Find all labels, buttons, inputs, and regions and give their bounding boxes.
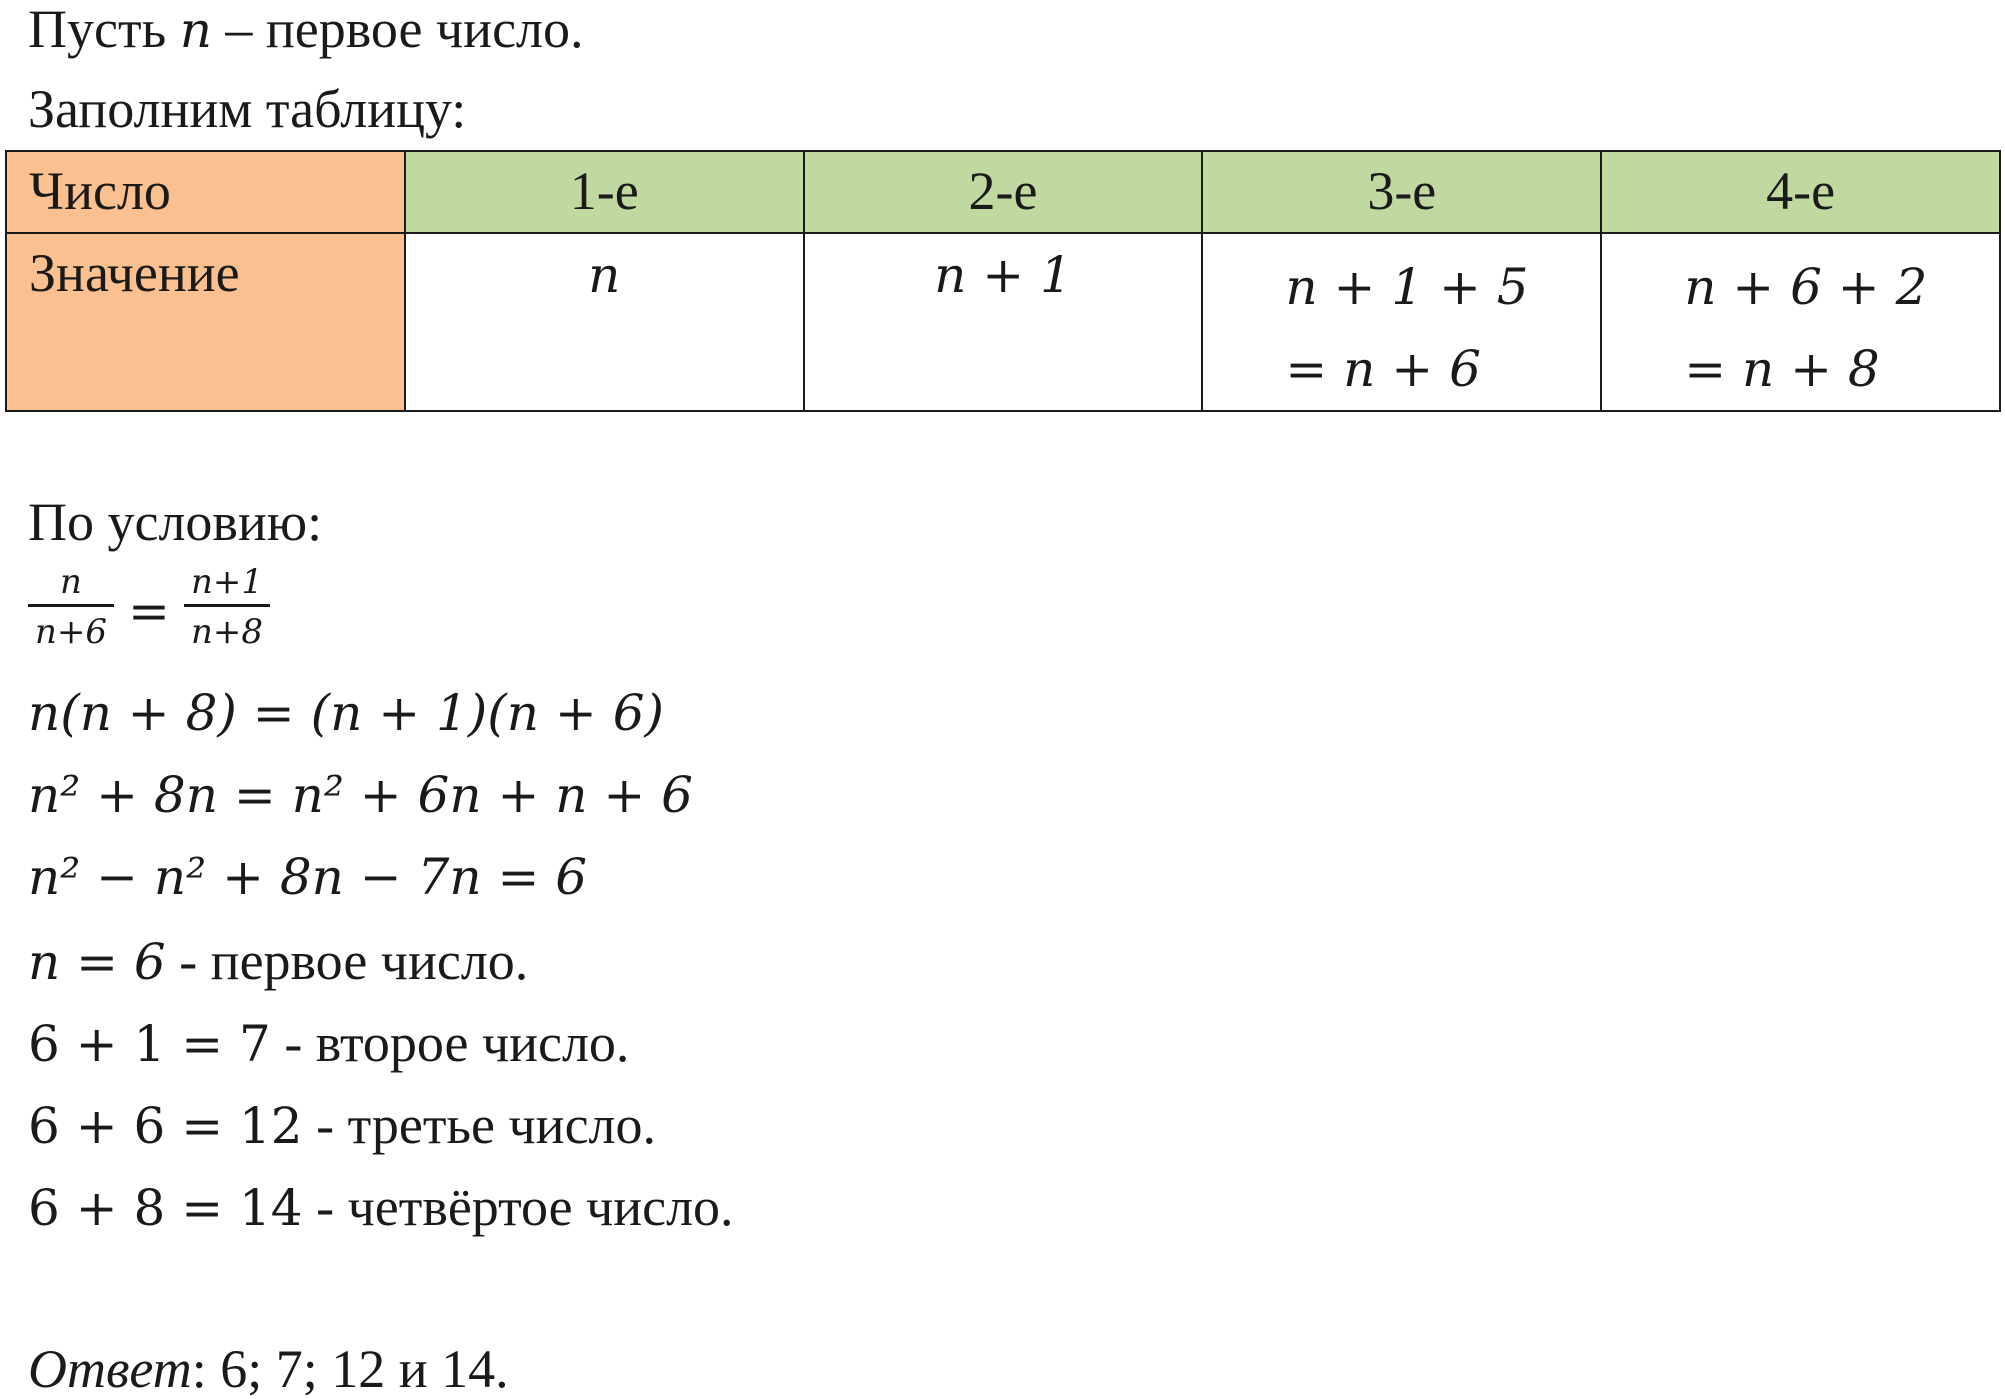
table-cell-4: n + 6 + 2 = n + 8 — [1601, 233, 2000, 411]
table-cell-2: n + 1 — [804, 233, 1203, 411]
intro-variable: n — [179, 1, 212, 59]
table-value-row — [6, 233, 2000, 411]
answer-label: Ответ — [28, 1339, 192, 1399]
answer-line — [28, 1339, 509, 1399]
intro-text-b: – первое число. — [211, 0, 584, 59]
table-header-col-3: 3-е — [1202, 151, 1601, 233]
table-cell-3: n + 1 + 5 = n + 6 — [1202, 233, 1601, 411]
step-2: n² + 8n = n² + 6n + n + 6 — [28, 766, 693, 824]
step-6: 6 + 6 = 12 - третье число. — [28, 1095, 656, 1155]
table-header-label: Число — [6, 151, 405, 233]
step-1: n(n + 8) = (n + 1)(n + 6) — [28, 684, 665, 742]
intro-line-2: Заполним таблицу: — [28, 79, 467, 139]
answer-text: : 6; 7; 12 и 14. — [191, 1339, 509, 1399]
step-5: 6 + 1 = 7 - второе число. — [28, 1013, 630, 1073]
table-header-col-1: 1-е — [405, 151, 804, 233]
step-4: n = 6 - первое число. — [28, 931, 529, 991]
fraction-equals: = — [128, 582, 170, 640]
table-header-col-2: 2-е — [804, 151, 1203, 233]
table-cell-1: n — [405, 233, 804, 411]
fraction-right: n+1 n+8 — [184, 560, 270, 651]
step-7: 6 + 8 = 14 - четвёртое число. — [28, 1177, 734, 1237]
solution-heading: По условию: — [28, 492, 323, 552]
values-table — [5, 150, 2001, 412]
intro-text-a: Пусть — [28, 0, 180, 59]
table-header-row — [6, 151, 2000, 233]
fraction-left: n n+6 — [28, 560, 114, 651]
step-3: n² − n² + 8n − 7n = 6 — [28, 848, 588, 906]
table-header-col-4: 4-е — [1601, 151, 2000, 233]
table-row-label: Значение — [6, 233, 405, 411]
intro-line-1 — [28, 0, 584, 59]
